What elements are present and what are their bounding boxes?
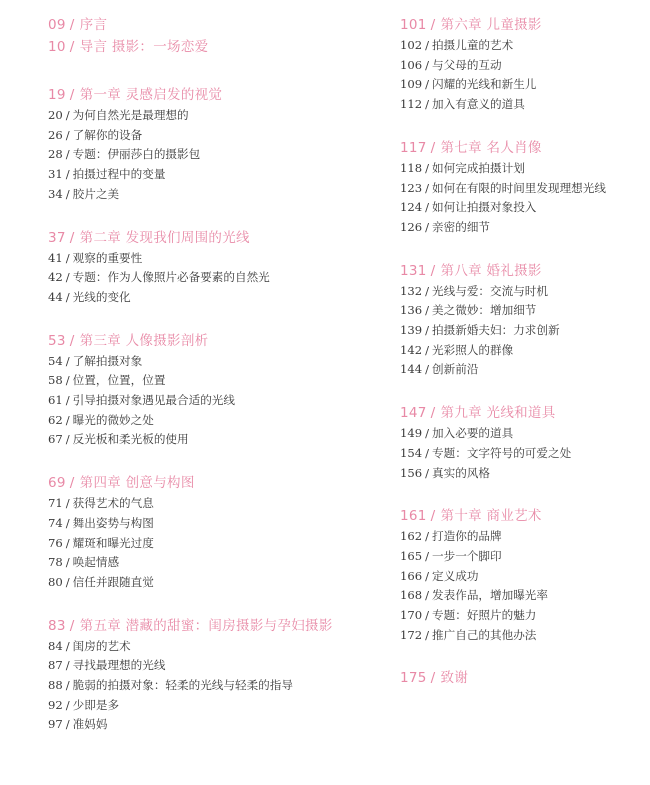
separator: / — [425, 548, 430, 563]
entry-page-number: 62 — [48, 412, 63, 427]
chapter-page-number: 175 — [400, 670, 427, 687]
separator: / — [425, 160, 430, 175]
separator: / — [425, 588, 430, 603]
separator: / — [425, 180, 430, 195]
entry-title: 真实的风格 — [432, 465, 491, 480]
chapter-title: 第五章 潜藏的甜蜜：闺房摄影与孕妇摄影 — [79, 617, 333, 634]
chapter-heading — [48, 615, 348, 637]
separator: / — [69, 617, 75, 634]
entry-title: 反光板和柔光板的使用 — [72, 432, 189, 447]
toc-entry — [400, 547, 640, 567]
entry-title: 光彩照人的群像 — [432, 342, 514, 357]
toc-entry — [400, 360, 640, 380]
toc-entry — [400, 424, 640, 444]
separator: / — [430, 139, 436, 156]
chapter-heading — [400, 14, 640, 36]
chapter-page-number: 69 — [48, 475, 66, 492]
toc-entry — [400, 301, 640, 321]
toc-entry — [48, 430, 348, 450]
entry-page-number: 124 — [400, 200, 423, 215]
entry-title: 了解你的设备 — [72, 127, 143, 142]
toc-entry — [48, 249, 348, 269]
toc-section — [48, 615, 348, 736]
toc-entry — [400, 198, 640, 218]
toc-entry — [400, 626, 640, 646]
chapter-page-number: 147 — [400, 405, 427, 422]
entry-title: 为何自然光是最理想的 — [72, 108, 189, 122]
chapter-title: 第二章 发现我们周围的光线 — [79, 229, 250, 246]
chapter-title: 第九章 光线和道具 — [440, 405, 556, 422]
entry-page-number: 41 — [48, 250, 63, 265]
toc-entry — [400, 95, 640, 115]
entry-title: 专题：好照片的魅力 — [432, 608, 537, 623]
entry-page-number: 74 — [48, 515, 63, 530]
toc-entry — [48, 534, 348, 554]
entry-title: 闪耀的光线和新生儿 — [432, 77, 537, 92]
toc-entry — [400, 341, 640, 361]
toc-section — [400, 137, 640, 238]
entry-title: 观察的重要性 — [72, 250, 143, 265]
entry-title: 创新前沿 — [432, 362, 479, 377]
separator: / — [65, 697, 70, 712]
chapter-heading — [400, 402, 640, 424]
separator: / — [65, 250, 70, 265]
entry-page-number: 166 — [400, 568, 423, 583]
toc-section — [400, 505, 640, 645]
toc-entry — [400, 464, 640, 484]
toc-entry — [48, 352, 348, 372]
entry-page-number: 142 — [400, 342, 423, 357]
entry-page-number: 149 — [400, 426, 423, 441]
toc-section — [48, 14, 348, 58]
toc-section — [400, 14, 640, 115]
toc-entry — [400, 586, 640, 606]
toc-entry — [48, 106, 348, 126]
toc-section — [48, 330, 348, 451]
chapter-heading — [48, 14, 348, 36]
chapter-page-number: 19 — [48, 87, 66, 103]
chapter-title: 导言 摄影：一场恋爱 — [79, 39, 209, 55]
toc-right-column — [400, 14, 640, 711]
separator: / — [69, 87, 75, 103]
separator: / — [65, 393, 70, 408]
separator: / — [69, 475, 75, 492]
entry-title: 一步一个脚印 — [432, 548, 502, 563]
entry-page-number: 87 — [48, 658, 63, 673]
entry-title: 加入有意义的道具 — [432, 97, 525, 112]
entry-title: 少即是多 — [72, 697, 120, 712]
entry-page-number: 84 — [48, 638, 63, 653]
entry-title: 推广自己的其他办法 — [432, 627, 537, 642]
chapter-heading — [48, 472, 348, 494]
toc-entry — [400, 321, 640, 341]
entry-title: 美之微妙：增加细节 — [432, 303, 537, 318]
chapter-heading — [400, 667, 640, 689]
toc-entry — [400, 606, 640, 626]
separator: / — [425, 200, 430, 215]
entry-page-number: 136 — [400, 303, 423, 318]
toc-entry — [48, 126, 348, 146]
toc-entry — [400, 159, 640, 179]
entry-page-number: 118 — [400, 160, 423, 175]
separator: / — [65, 658, 70, 673]
separator: / — [425, 303, 430, 318]
separator: / — [65, 678, 70, 693]
entry-page-number: 80 — [48, 574, 63, 589]
entry-page-number: 172 — [400, 627, 423, 642]
entry-page-number: 162 — [400, 529, 423, 544]
separator: / — [425, 426, 430, 441]
toc-entry — [400, 218, 640, 238]
toc-entry — [48, 145, 348, 165]
toc-entry — [400, 444, 640, 464]
separator: / — [65, 717, 70, 732]
separator: / — [425, 362, 430, 377]
entry-page-number: 144 — [400, 362, 423, 377]
toc-entry — [48, 656, 348, 676]
chapter-heading — [48, 84, 348, 106]
toc-entry — [48, 494, 348, 514]
entry-page-number: 170 — [400, 608, 423, 623]
separator: / — [425, 38, 430, 52]
toc-left-column — [48, 14, 348, 757]
toc-entry — [48, 715, 348, 735]
entry-title: 舞出姿势与构图 — [72, 515, 154, 530]
toc-section — [400, 667, 640, 689]
entry-page-number: 109 — [400, 77, 423, 92]
separator: / — [425, 608, 430, 623]
entry-page-number: 88 — [48, 678, 63, 693]
separator: / — [65, 353, 70, 368]
toc-section — [48, 472, 348, 593]
entry-title: 脆弱的拍摄对象：轻柔的光线与轻柔的指导 — [72, 678, 293, 693]
entry-page-number: 61 — [48, 393, 63, 408]
entry-title: 光线的变化 — [72, 289, 131, 304]
separator: / — [65, 373, 70, 388]
entry-page-number: 28 — [48, 147, 63, 162]
entry-page-number: 20 — [48, 108, 63, 122]
entry-page-number: 31 — [48, 167, 63, 182]
toc-entry — [400, 282, 640, 302]
entry-title: 曝光的微妙之处 — [72, 412, 154, 427]
entry-title: 定义成功 — [432, 568, 479, 583]
entry-page-number: 34 — [48, 186, 63, 201]
separator: / — [425, 219, 430, 234]
toc-entry — [48, 573, 348, 593]
separator: / — [65, 638, 70, 653]
chapter-title: 第八章 婚礼摄影 — [440, 262, 542, 279]
separator: / — [65, 147, 70, 162]
entry-title: 亲密的细节 — [432, 219, 491, 234]
chapter-title: 致谢 — [440, 670, 469, 687]
entry-title: 光线与爱：交流与时机 — [432, 283, 548, 298]
separator: / — [425, 77, 430, 92]
entry-title: 如何完成拍摄计划 — [432, 160, 525, 175]
separator: / — [65, 574, 70, 589]
separator: / — [65, 167, 70, 182]
chapter-title: 第四章 创意与构图 — [79, 475, 195, 492]
entry-page-number: 58 — [48, 373, 63, 388]
separator: / — [425, 342, 430, 357]
entry-page-number: 102 — [400, 38, 423, 52]
separator: / — [430, 17, 436, 33]
entry-page-number: 54 — [48, 353, 63, 368]
toc-entry — [400, 527, 640, 547]
separator: / — [430, 508, 436, 525]
entry-page-number: 92 — [48, 697, 63, 712]
chapter-heading — [400, 260, 640, 282]
chapter-page-number: 101 — [400, 17, 427, 33]
toc-section — [48, 227, 348, 308]
separator: / — [65, 496, 70, 511]
entry-page-number: 154 — [400, 445, 423, 460]
entry-title: 专题：作为人像照片必备要素的自然光 — [72, 270, 270, 285]
entry-title: 专题：伊丽莎白的摄影包 — [72, 147, 201, 162]
toc-entry — [48, 514, 348, 534]
separator: / — [425, 283, 430, 298]
chapter-title: 第三章 人像摄影剖析 — [79, 332, 209, 349]
entry-title: 唤起情感 — [72, 555, 120, 570]
toc-entry — [400, 179, 640, 199]
separator: / — [65, 270, 70, 285]
toc-entry — [48, 411, 348, 431]
entry-page-number: 126 — [400, 219, 423, 234]
chapter-heading — [400, 505, 640, 527]
entry-title: 拍摄新婚夫妇：力求创新 — [432, 323, 560, 338]
toc-entry — [400, 56, 640, 76]
toc-entry — [48, 288, 348, 308]
entry-page-number: 44 — [48, 289, 63, 304]
toc-entry — [48, 185, 348, 205]
entry-title: 专题：文字符号的可爱之处 — [432, 445, 572, 460]
entry-title: 引导拍摄对象遇见最合适的光线 — [72, 393, 235, 408]
entry-page-number: 97 — [48, 717, 63, 732]
separator: / — [69, 17, 75, 33]
entry-page-number: 26 — [48, 127, 63, 142]
entry-title: 发表作品，增加曝光率 — [432, 588, 548, 603]
separator: / — [65, 412, 70, 427]
chapter-page-number: 161 — [400, 508, 427, 525]
entry-title: 寻找最理想的光线 — [72, 658, 166, 673]
chapter-heading — [400, 137, 640, 159]
entry-title: 信任并跟随直觉 — [72, 574, 154, 589]
toc-entry — [48, 676, 348, 696]
toc-entry — [400, 36, 640, 56]
chapter-heading — [48, 227, 348, 249]
chapter-title: 第七章 名人肖像 — [440, 139, 542, 156]
separator: / — [425, 627, 430, 642]
separator: / — [425, 323, 430, 338]
entry-page-number: 168 — [400, 588, 423, 603]
separator: / — [430, 262, 436, 279]
toc-entry — [400, 75, 640, 95]
toc-section — [400, 260, 640, 381]
toc-entry — [48, 268, 348, 288]
separator: / — [425, 568, 430, 583]
entry-title: 准妈妈 — [72, 717, 108, 732]
chapter-page-number: 37 — [48, 229, 66, 246]
entry-page-number: 78 — [48, 555, 63, 570]
entry-title: 与父母的互动 — [432, 57, 502, 72]
chapter-heading — [48, 36, 348, 58]
entry-title: 胶片之美 — [72, 186, 120, 201]
entry-title: 如何在有限的时间里发现理想光线 — [432, 180, 606, 195]
entry-page-number: 67 — [48, 432, 63, 447]
entry-title: 如何让拍摄对象投入 — [432, 200, 537, 215]
chapter-page-number: 83 — [48, 617, 66, 634]
separator: / — [425, 529, 430, 544]
chapter-heading — [48, 330, 348, 352]
toc-entry — [48, 391, 348, 411]
chapter-title: 第六章 儿童摄影 — [440, 17, 542, 33]
separator: / — [65, 432, 70, 447]
separator: / — [69, 39, 75, 55]
chapter-page-number: 10 — [48, 39, 66, 55]
chapter-title: 第十章 商业艺术 — [440, 508, 542, 525]
entry-page-number: 112 — [400, 97, 423, 112]
chapter-page-number: 53 — [48, 332, 66, 349]
entry-title: 拍摄儿童的艺术 — [432, 38, 514, 52]
separator: / — [65, 515, 70, 530]
chapter-title: 第一章 灵感启发的视觉 — [79, 87, 223, 103]
entry-page-number: 71 — [48, 496, 63, 511]
toc-entry — [48, 165, 348, 185]
toc-entry — [48, 371, 348, 391]
separator: / — [425, 57, 430, 72]
entry-title: 耀斑和曝光过度 — [72, 535, 154, 550]
entry-page-number: 132 — [400, 283, 423, 298]
entry-title: 了解拍摄对象 — [72, 353, 143, 368]
chapter-page-number: 09 — [48, 17, 66, 33]
entry-page-number: 156 — [400, 465, 423, 480]
separator: / — [425, 445, 430, 460]
chapter-page-number: 131 — [400, 262, 427, 279]
toc-section — [400, 402, 640, 483]
toc-entry — [48, 637, 348, 657]
toc-entry — [48, 696, 348, 716]
separator: / — [65, 108, 70, 122]
entry-title: 闺房的艺术 — [72, 638, 131, 653]
entry-page-number: 123 — [400, 180, 423, 195]
separator: / — [65, 186, 70, 201]
entry-title: 拍摄过程中的变量 — [72, 167, 166, 182]
chapter-page-number: 117 — [400, 139, 427, 156]
entry-page-number: 165 — [400, 548, 423, 563]
separator: / — [65, 535, 70, 550]
separator: / — [65, 289, 70, 304]
separator: / — [430, 405, 436, 422]
toc-section — [48, 84, 348, 205]
chapter-title: 序言 — [79, 17, 108, 33]
separator: / — [65, 555, 70, 570]
separator: / — [69, 332, 75, 349]
separator: / — [425, 97, 430, 112]
entry-page-number: 139 — [400, 323, 423, 338]
separator: / — [430, 670, 436, 687]
entry-title: 获得艺术的气息 — [72, 496, 154, 511]
separator: / — [425, 465, 430, 480]
entry-title: 位置，位置，位置 — [72, 373, 166, 388]
entry-page-number: 42 — [48, 270, 63, 285]
toc-entry — [48, 553, 348, 573]
separator: / — [69, 229, 75, 246]
entry-title: 加入必要的道具 — [432, 426, 514, 441]
entry-title: 打造你的品牌 — [432, 529, 502, 544]
toc-entry — [400, 567, 640, 587]
separator: / — [65, 127, 70, 142]
entry-page-number: 76 — [48, 535, 63, 550]
entry-page-number: 106 — [400, 57, 423, 72]
